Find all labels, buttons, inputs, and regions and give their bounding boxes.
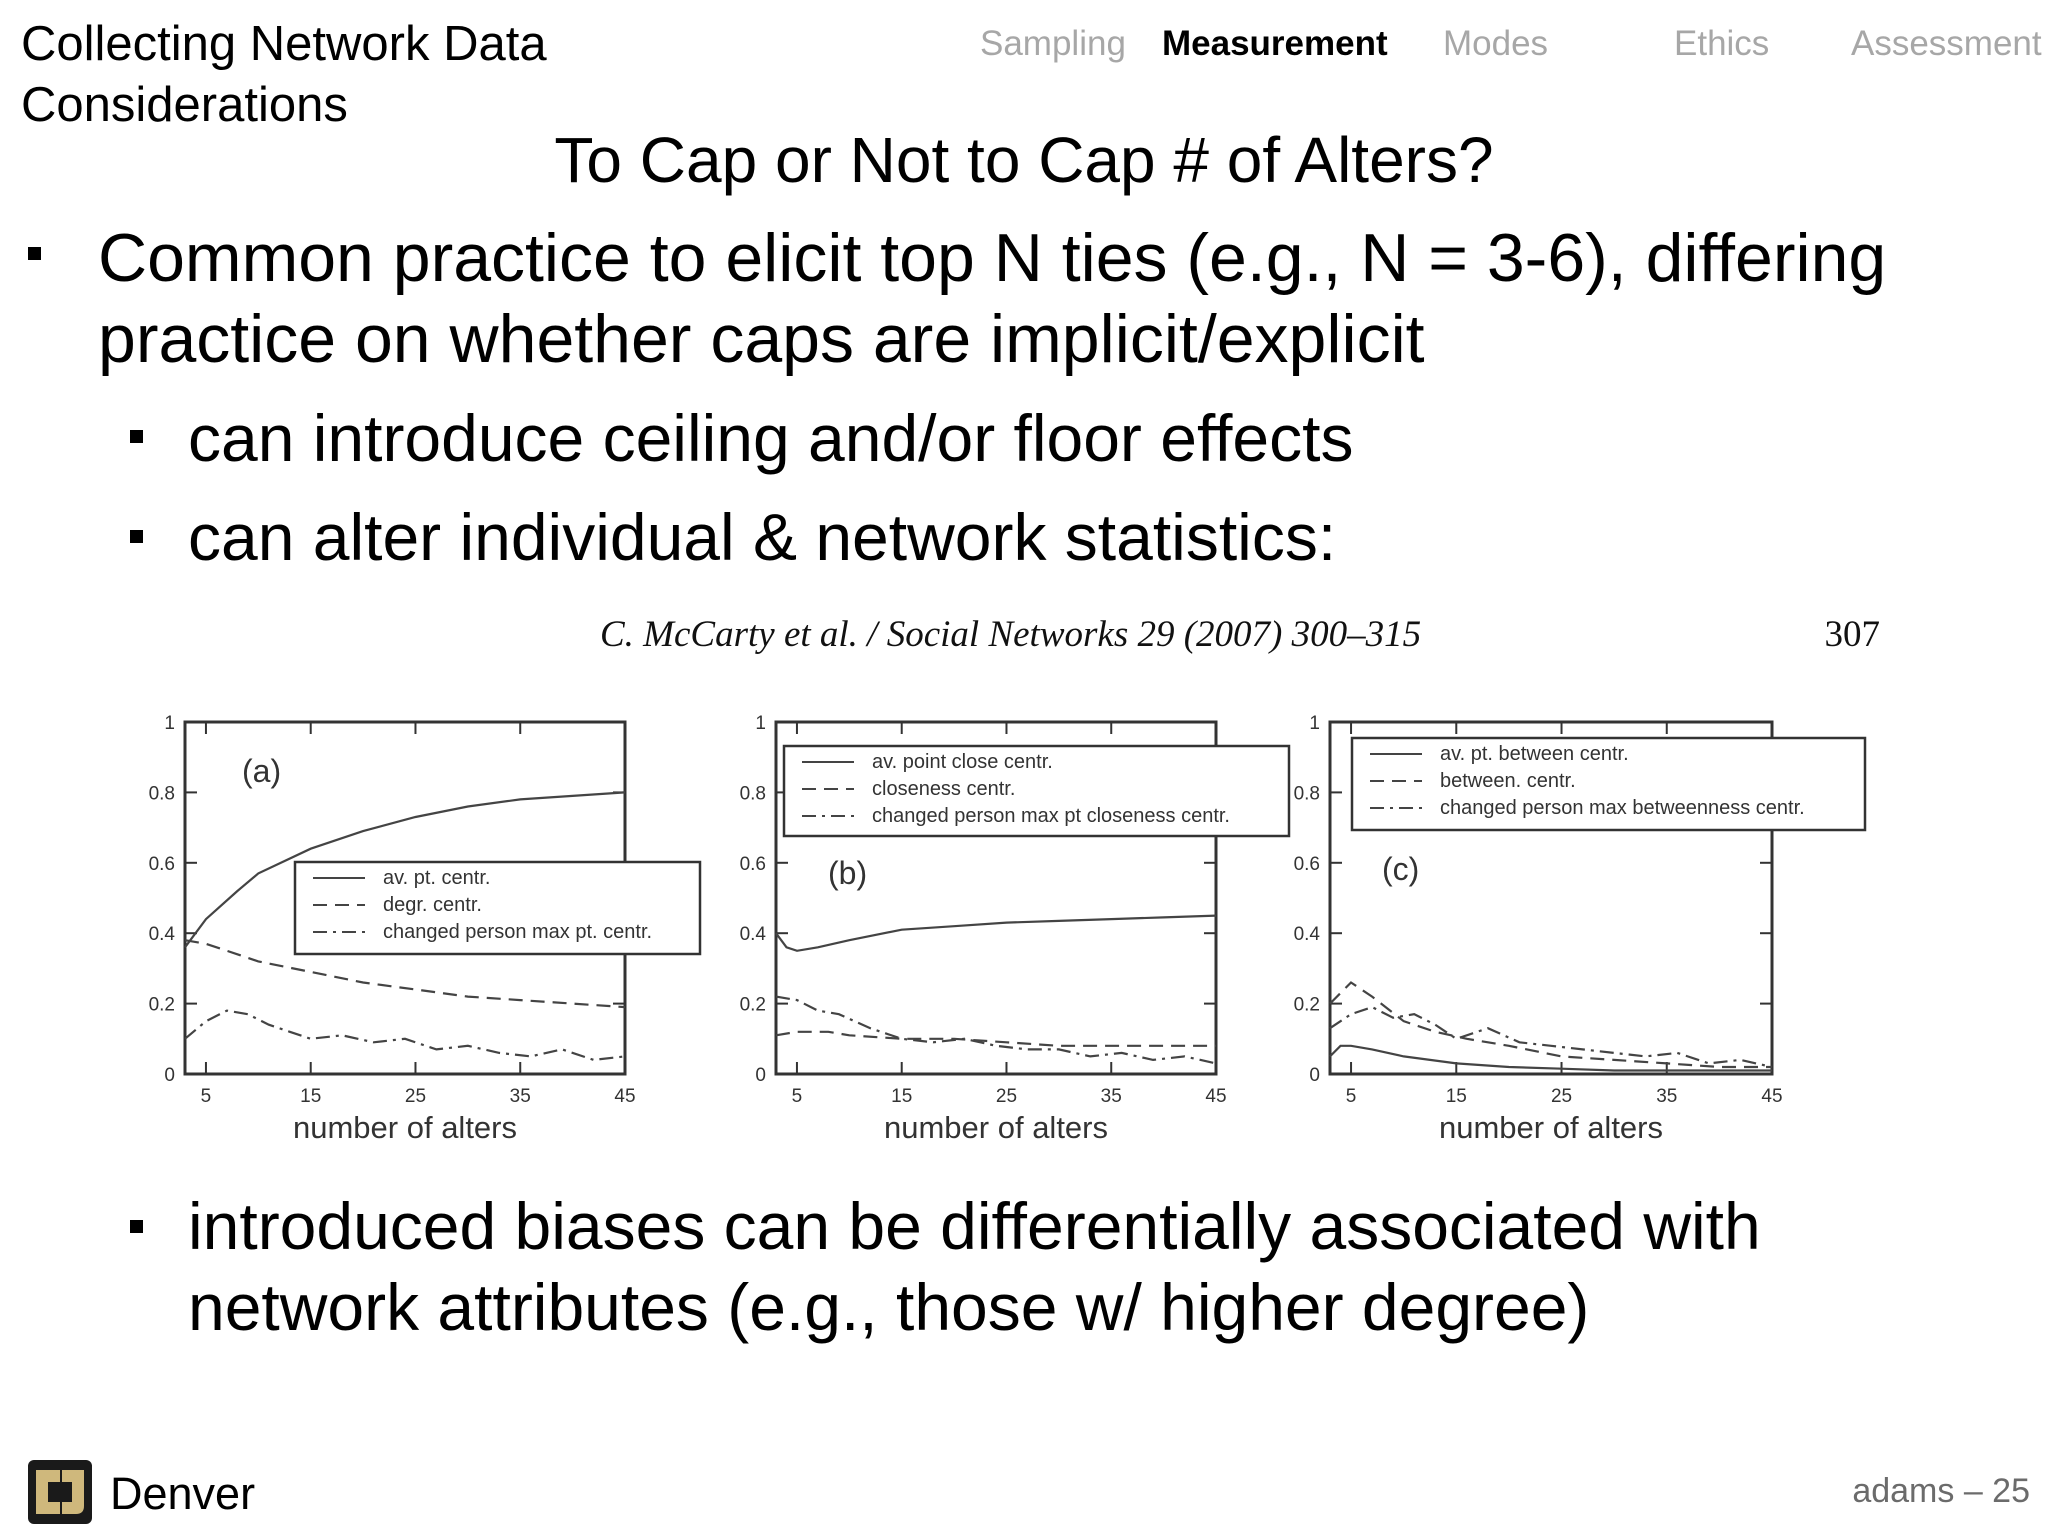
legend-label: degr. centr. — [383, 894, 482, 916]
chart-legend — [784, 746, 1289, 836]
y-tick-label: 1 — [164, 713, 175, 734]
footer-page-number: adams – 25 — [1852, 1472, 2030, 1510]
y-tick-label: 0.6 — [1293, 853, 1320, 875]
legend-label: between. centr. — [1440, 770, 1576, 792]
y-tick-label: 0.2 — [148, 994, 175, 1016]
x-axis-label: number of alters — [293, 1110, 517, 1145]
y-tick-label: 0 — [164, 1065, 175, 1086]
x-tick-label: 45 — [614, 1086, 636, 1107]
y-tick-label: 0.4 — [739, 924, 766, 946]
y-tick-label: 0.4 — [1293, 924, 1320, 946]
series-line-dashed — [776, 1032, 1216, 1046]
chart-panel-2 — [740, 713, 1289, 1145]
nav-assessment[interactable]: Assessment — [1851, 24, 2042, 63]
legend-label: changed person max betweenness centr. — [1440, 797, 1805, 819]
legend-label: av. pt. centr. — [383, 867, 491, 889]
y-tick-label: 1 — [755, 713, 766, 734]
y-tick-label: 0.4 — [148, 924, 175, 946]
legend-label: av. pt. between centr. — [1440, 743, 1629, 765]
chart-legend — [1352, 738, 1865, 830]
legend-label: changed person max pt closeness centr. — [872, 805, 1230, 827]
y-tick-label: 0 — [755, 1065, 766, 1086]
section-title-line1: Collecting Network Data — [21, 17, 547, 71]
legend-label: closeness centr. — [872, 778, 1016, 800]
section-title — [21, 14, 547, 136]
nav-modes[interactable]: Modes — [1443, 24, 1549, 63]
x-tick-label: 35 — [509, 1086, 531, 1107]
x-tick-label: 25 — [1550, 1086, 1573, 1107]
x-tick-label: 35 — [1100, 1086, 1122, 1107]
x-tick-label: 25 — [404, 1086, 427, 1107]
citation-text: C. McCarty et al. / Social Networks 29 (2007) 300–315 — [600, 614, 1422, 655]
nav-measurement[interactable]: Measurement — [1162, 24, 1388, 63]
y-tick-label: 0.6 — [148, 853, 175, 875]
x-axis-label: number of alters — [884, 1110, 1108, 1145]
sub-bullet-square-icon — [130, 530, 143, 543]
citation-page: 307 — [1824, 614, 1880, 655]
x-tick-label: 15 — [300, 1086, 322, 1107]
series-line-dashdot — [776, 997, 1216, 1064]
x-tick-label: 45 — [1761, 1086, 1783, 1107]
x-tick-label: 15 — [891, 1086, 913, 1107]
nav-ethics[interactable]: Ethics — [1674, 24, 1770, 63]
panel-label: (c) — [1382, 851, 1420, 887]
sub-bullet-square-icon — [130, 1220, 143, 1233]
x-tick-label: 25 — [995, 1086, 1018, 1107]
nav-sampling[interactable]: Sampling — [980, 24, 1126, 63]
x-tick-label: 5 — [200, 1086, 212, 1107]
x-tick-label: 45 — [1205, 1086, 1227, 1107]
y-tick-label: 0.2 — [739, 994, 766, 1016]
cu-logo-icon — [26, 1458, 94, 1526]
bullet-square-icon — [28, 247, 41, 260]
sub-bullet-square-icon — [130, 430, 143, 443]
section-title-line2: Considerations — [21, 78, 348, 132]
y-tick-label: 0.8 — [1293, 783, 1320, 805]
series-line-solid — [776, 916, 1216, 951]
sub-bullet-introduced-biases: introduced biases can be differentially associated with network attributes (e.g., those w/ higher degree) — [188, 1189, 1761, 1344]
y-tick-label: 0.8 — [148, 783, 175, 805]
slide-title: To Cap or Not to Cap # of Alters? — [554, 124, 1494, 196]
legend-label: av. point close centr. — [872, 751, 1053, 773]
sub-bullet-ceiling-floor: can introduce ceiling and/or floor effects — [188, 401, 1354, 475]
bullet-common-practice: Common practice to elicit top N ties (e.g., N = 3-6), differing practice on whether caps are implicit/explicit — [98, 220, 1887, 377]
x-tick-label: 5 — [791, 1086, 803, 1107]
y-tick-label: 0 — [1309, 1065, 1320, 1086]
y-tick-label: 0.6 — [739, 853, 766, 875]
panel-label: (b) — [828, 855, 868, 891]
x-tick-label: 15 — [1445, 1086, 1467, 1107]
x-tick-label: 5 — [1345, 1086, 1357, 1107]
alters-centrality-figure — [120, 700, 1880, 1160]
y-tick-label: 0.2 — [1293, 994, 1320, 1016]
y-tick-label: 0.8 — [739, 783, 766, 805]
chart-legend — [295, 862, 700, 954]
footer-brand: Denver — [110, 1468, 256, 1519]
series-line-dashdot — [1330, 1007, 1772, 1067]
chart-panel-1 — [149, 713, 700, 1145]
y-tick-label: 1 — [1309, 713, 1320, 734]
legend-label: changed person max pt. centr. — [383, 921, 653, 943]
series-line-dashdot — [185, 1011, 625, 1060]
sub-bullet-alter-statistics: can alter individual & network statistics: — [188, 500, 1337, 574]
x-tick-label: 35 — [1656, 1086, 1678, 1107]
panel-label: (a) — [242, 753, 282, 789]
chart-panel-3 — [1294, 713, 1865, 1145]
x-axis-label: number of alters — [1439, 1110, 1663, 1145]
figure-citation — [600, 613, 1880, 665]
